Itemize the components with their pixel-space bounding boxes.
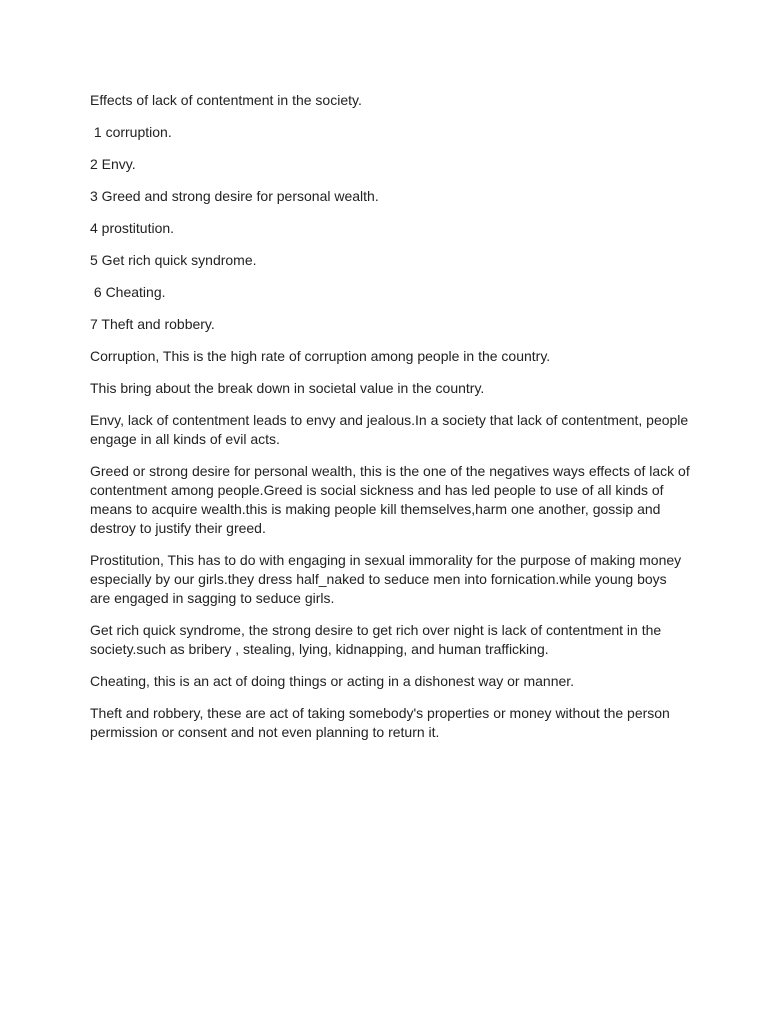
paragraph: Get rich quick syndrome, the strong desire to get rich over night is lack of contentment in the society.such as bribery , stealing, lying, kidnapping, and human trafficking. xyxy=(90,622,666,657)
list-item: 2 Envy. xyxy=(90,156,136,172)
list-item: 6 Cheating. xyxy=(90,284,166,300)
paragraph: Theft and robbery, these are act of taking somebody's properties or money without the person permission or consent and not even planning to return it. xyxy=(90,705,674,740)
paragraph: Envy, lack of contentment leads to envy and jealous.In a society that lack of contentment, people engage in all kinds of evil acts. xyxy=(90,412,693,447)
list-item: 3 Greed and strong desire for personal wealth. xyxy=(90,188,379,204)
list-item: 1 corruption. xyxy=(90,124,172,140)
paragraph: Prostitution, This has to do with engaging in sexual immorality for the purpose of making money especially by our girls.they dress half_naked to seduce men into fornication.while young boys are engaged in sagging to seduce girls. xyxy=(90,552,686,606)
document-body xyxy=(90,91,694,755)
document-title: Effects of lack of contentment in the society. xyxy=(90,92,362,108)
paragraph: Greed or strong desire for personal wealth, this is the one of the negatives ways effects of lack of contentment among people.Greed is social sickness and has led people to use of all kinds of means to acquire wealth.this is making people kill themselves,harm one another, gossip and destroy to justify their greed. xyxy=(90,463,694,536)
paragraph: Cheating, this is an act of doing things or acting in a dishonest way or manner. xyxy=(90,673,575,689)
paragraph: Corruption, This is the high rate of corruption among people in the country. xyxy=(90,348,551,364)
list-item: 5 Get rich quick syndrome. xyxy=(90,252,257,268)
list-item: 7 Theft and robbery. xyxy=(90,316,215,332)
list-item: 4 prostitution. xyxy=(90,220,175,236)
paragraph: This bring about the break down in societal value in the country. xyxy=(90,380,485,396)
